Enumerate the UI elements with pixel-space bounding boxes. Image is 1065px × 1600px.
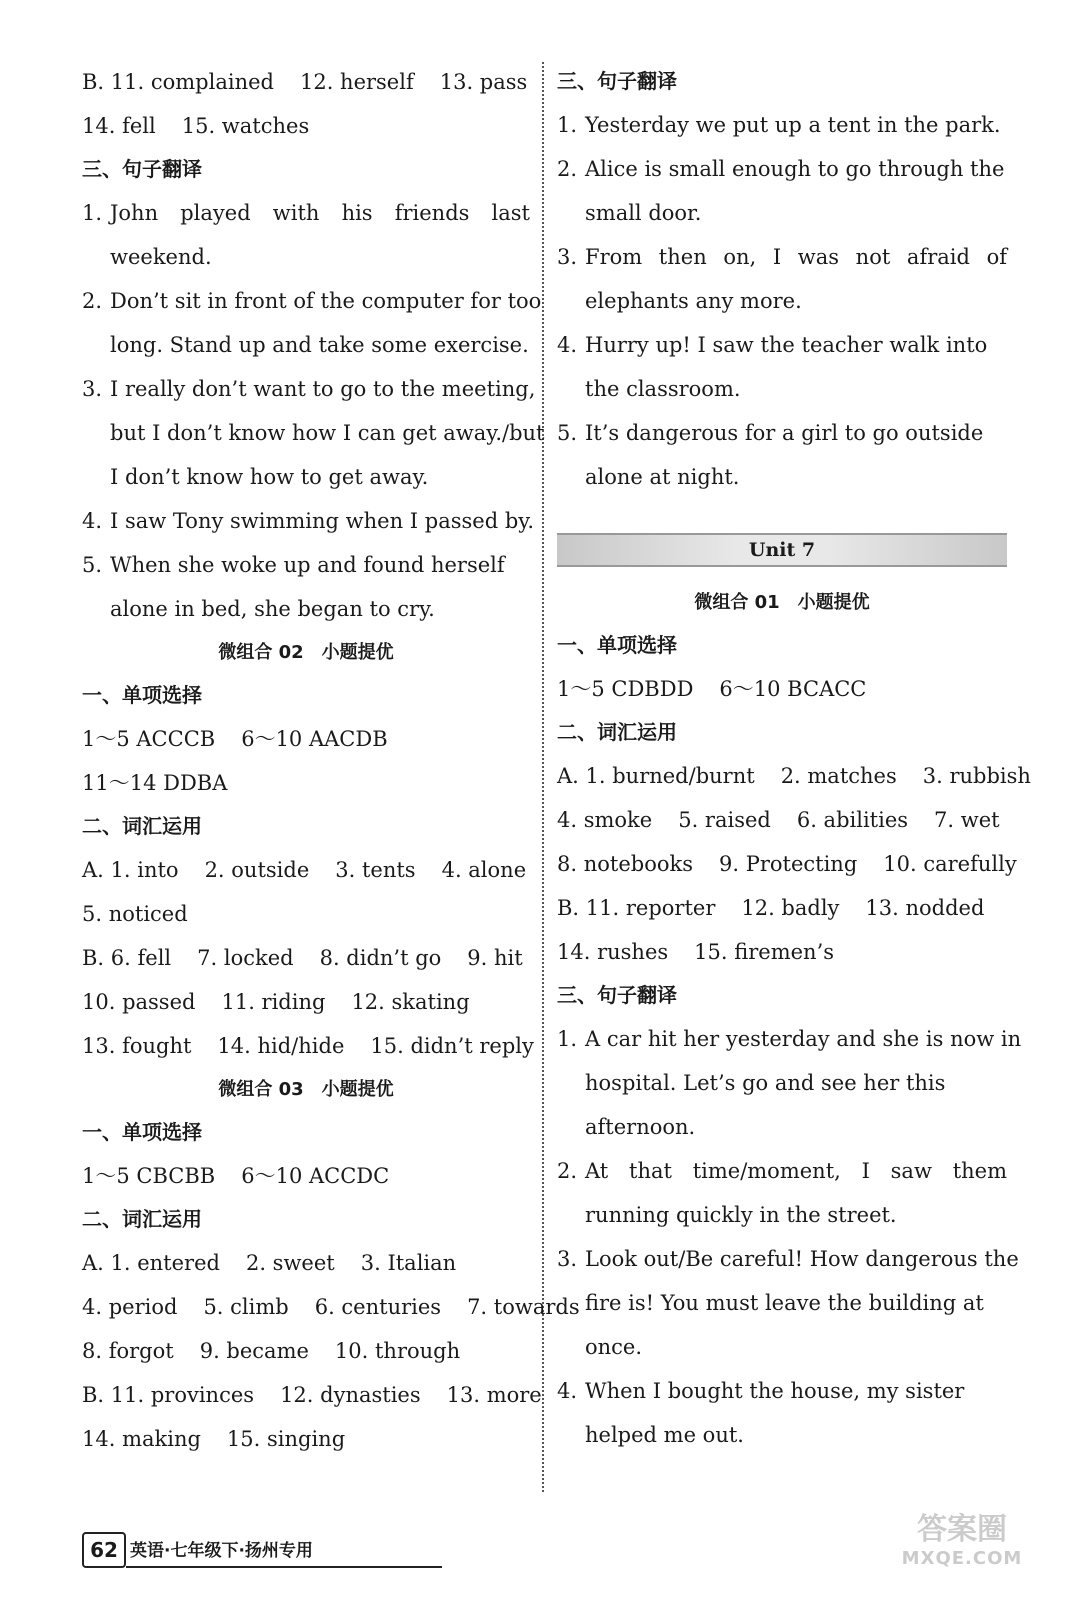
answer: 6～10 BCACC bbox=[719, 677, 867, 701]
answer: 6. centuries bbox=[314, 1295, 442, 1319]
answer: 5. climb bbox=[203, 1295, 289, 1319]
answer: 6～10 AACDB bbox=[241, 727, 388, 751]
item-number: 1. bbox=[557, 113, 578, 137]
answer-line bbox=[82, 936, 530, 980]
answer: 1～5 CDBDD bbox=[557, 677, 694, 701]
item-text: alone in bed, she began to cry. bbox=[110, 597, 435, 621]
answer-line bbox=[557, 754, 1031, 798]
answer: B. 6. fell bbox=[82, 946, 172, 970]
unit-banner: Unit 7 bbox=[557, 533, 1007, 567]
translation-item bbox=[557, 103, 1007, 147]
item-text: elephants any more. bbox=[585, 289, 802, 313]
item-text: alone at night. bbox=[585, 465, 740, 489]
item-text: Yesterday we put up a tent in the park. bbox=[585, 113, 1001, 137]
section-heading: 三、句子翻译 bbox=[557, 983, 677, 1007]
answer: 8. notebooks bbox=[557, 852, 693, 876]
answer: 15. watches bbox=[181, 114, 310, 138]
answer: 15. singing bbox=[226, 1427, 346, 1451]
item-text: I really don’t want to go to the meeting, bbox=[110, 377, 536, 401]
item-number: 2. bbox=[557, 1159, 578, 1183]
item-number: 3. bbox=[82, 377, 103, 401]
item-number: 5. bbox=[82, 553, 103, 577]
answer: 3. Italian bbox=[360, 1251, 457, 1275]
answer: 15. didn’t reply bbox=[370, 1034, 534, 1058]
answer: 11～14 DDBA bbox=[82, 771, 228, 795]
answer: 9. hit bbox=[467, 946, 523, 970]
answer-line bbox=[82, 1241, 530, 1285]
answer: 2. outside bbox=[204, 858, 310, 882]
watermark-logo bbox=[887, 1512, 1037, 1572]
watermark-title: 答案圈 bbox=[917, 1512, 1007, 1547]
item-text: once. bbox=[585, 1335, 643, 1359]
item-text: From then on, I was not afraid of bbox=[585, 245, 1007, 269]
item-text: John played with his friends last bbox=[110, 201, 530, 225]
answer: 8. forgot bbox=[82, 1339, 174, 1363]
answer: 14. making bbox=[82, 1427, 201, 1451]
translation-item bbox=[557, 1369, 1007, 1457]
translation-item bbox=[557, 1237, 1019, 1369]
answer: A. 1. entered bbox=[82, 1251, 220, 1275]
answer: 12. dynasties bbox=[280, 1383, 421, 1407]
answer: 7. wet bbox=[934, 808, 1000, 832]
answer: 1～5 CBCBB bbox=[82, 1164, 216, 1188]
item-text: Hurry up! I saw the teacher walk into bbox=[585, 333, 988, 357]
answer: 12. herself bbox=[299, 70, 414, 94]
answer-line bbox=[82, 1154, 530, 1198]
answer: A. 1. burned/burnt bbox=[557, 764, 755, 788]
item-text: Alice is small enough to go through the bbox=[585, 157, 1005, 181]
left-column bbox=[82, 60, 580, 1461]
answer: 10. carefully bbox=[883, 852, 1017, 876]
answer: 12. skating bbox=[351, 990, 470, 1014]
answer: 9. became bbox=[199, 1339, 309, 1363]
answer-line bbox=[82, 104, 530, 148]
translation-item bbox=[82, 499, 535, 543]
translation-item bbox=[82, 279, 542, 367]
section-heading: 二、词汇运用 bbox=[82, 1207, 202, 1231]
answer-line bbox=[82, 1329, 530, 1373]
item-text: I saw Tony swimming when I passed by. bbox=[110, 509, 535, 533]
translation-item bbox=[557, 323, 1007, 411]
answer: 13. more bbox=[446, 1383, 542, 1407]
item-text: A car hit her yesterday and she is now in bbox=[585, 1027, 1022, 1051]
item-number: 1. bbox=[557, 1027, 578, 1051]
item-text: When I bought the house, my sister bbox=[585, 1379, 965, 1403]
answer: B. 11. complained bbox=[82, 70, 274, 94]
item-text: helped me out. bbox=[585, 1423, 744, 1447]
answer: 2. sweet bbox=[245, 1251, 335, 1275]
section-heading: 三、句子翻译 bbox=[82, 157, 202, 181]
answer-line bbox=[82, 717, 530, 761]
answer-line bbox=[82, 980, 530, 1024]
answer-line bbox=[557, 667, 1007, 711]
translation-item bbox=[557, 235, 1007, 323]
answer: 14. rushes bbox=[557, 940, 669, 964]
item-text: the classroom. bbox=[585, 377, 741, 401]
answer: 14. fell bbox=[82, 114, 156, 138]
item-text: I don’t know how to get away. bbox=[110, 465, 429, 489]
answer: B. 11. provinces bbox=[82, 1383, 255, 1407]
translation-item bbox=[82, 543, 530, 631]
answer-line bbox=[82, 892, 530, 936]
answer: A. 1. into bbox=[82, 858, 179, 882]
answer: 4. smoke bbox=[557, 808, 653, 832]
item-number: 5. bbox=[557, 421, 578, 445]
answer: 4. period bbox=[82, 1295, 178, 1319]
answer: 3. rubbish bbox=[922, 764, 1031, 788]
item-text: Don’t sit in front of the computer for too bbox=[110, 289, 542, 313]
item-text: long. Stand up and take some exercise. bbox=[110, 333, 529, 357]
answer: 7. towards bbox=[467, 1295, 580, 1319]
answer: 10. through bbox=[334, 1339, 461, 1363]
answer: 13. fought bbox=[82, 1034, 192, 1058]
answer-line bbox=[82, 60, 530, 104]
column-divider bbox=[542, 62, 544, 1492]
translation-item bbox=[557, 147, 1007, 235]
translation-item bbox=[82, 191, 530, 279]
footer-rule bbox=[126, 1566, 442, 1568]
answer: 6～10 ACCDC bbox=[241, 1164, 390, 1188]
answer-line bbox=[82, 1417, 530, 1461]
answer: 13. nodded bbox=[865, 896, 985, 920]
item-text: At that time/moment, I saw them bbox=[585, 1159, 1007, 1183]
answer-line bbox=[82, 1024, 534, 1068]
answer-line bbox=[82, 761, 530, 805]
answer: 5. raised bbox=[678, 808, 771, 832]
answer: 12. badly bbox=[741, 896, 840, 920]
answer-line bbox=[82, 1285, 580, 1329]
answer: 2. matches bbox=[780, 764, 897, 788]
section-heading: 一、单项选择 bbox=[557, 633, 677, 657]
section-heading: 二、词汇运用 bbox=[82, 814, 202, 838]
section-heading: 二、词汇运用 bbox=[557, 720, 677, 744]
item-number: 2. bbox=[82, 289, 103, 313]
item-number: 2. bbox=[557, 157, 578, 181]
answer: 14. hid/hide bbox=[217, 1034, 345, 1058]
item-number: 3. bbox=[557, 1247, 578, 1271]
section-heading: 一、单项选择 bbox=[82, 1120, 202, 1144]
translation-item bbox=[82, 367, 545, 499]
section-heading: 三、句子翻译 bbox=[557, 69, 677, 93]
item-text: When she woke up and found herself bbox=[110, 553, 505, 577]
item-text: It’s dangerous for a girl to go outside bbox=[585, 421, 984, 445]
answer-line bbox=[557, 930, 1007, 974]
item-text: running quickly in the street. bbox=[585, 1203, 897, 1227]
item-text: weekend. bbox=[110, 245, 212, 269]
translation-item bbox=[557, 1017, 1022, 1149]
answer-line bbox=[557, 842, 1017, 886]
item-number: 4. bbox=[82, 509, 103, 533]
answer: 9. Protecting bbox=[718, 852, 858, 876]
answer-line bbox=[557, 798, 1007, 842]
item-text: Look out/Be careful! How dangerous the bbox=[585, 1247, 1019, 1271]
item-text: hospital. Let’s go and see her this bbox=[585, 1071, 946, 1095]
answer: 1～5 ACCCB bbox=[82, 727, 216, 751]
group-title: 微组合 02 小题提优 bbox=[218, 642, 394, 663]
answer: 11. riding bbox=[221, 990, 326, 1014]
answer: 8. didn’t go bbox=[319, 946, 442, 970]
item-text: but I don’t know how I can get away./but bbox=[110, 421, 545, 445]
item-text: fire is! You must leave the building at bbox=[585, 1291, 984, 1315]
answer-line bbox=[82, 1373, 542, 1417]
page-footer bbox=[82, 1532, 442, 1568]
answer: 5. noticed bbox=[82, 902, 188, 926]
watermark-url: MXQE.COM bbox=[901, 1548, 1023, 1569]
translation-item bbox=[557, 411, 1007, 499]
answer: 15. firemen’s bbox=[694, 940, 835, 964]
group-title: 微组合 01 小题提优 bbox=[694, 592, 870, 613]
answer: 4. alone bbox=[441, 858, 527, 882]
answer: 6. abilities bbox=[796, 808, 909, 832]
footer-label: 英语·七年级下·扬州专用 bbox=[130, 1541, 313, 1561]
section-heading: 一、单项选择 bbox=[82, 683, 202, 707]
item-text: afternoon. bbox=[585, 1115, 696, 1139]
right-column bbox=[557, 60, 1031, 1457]
answer-line bbox=[82, 848, 530, 892]
answer: 13. pass bbox=[439, 70, 528, 94]
answer: 10. passed bbox=[82, 990, 196, 1014]
item-text: small door. bbox=[585, 201, 702, 225]
answer: 7. locked bbox=[197, 946, 294, 970]
translation-item bbox=[557, 1149, 1007, 1237]
item-number: 1. bbox=[82, 201, 103, 225]
answer-line bbox=[557, 886, 1007, 930]
item-number: 4. bbox=[557, 1379, 578, 1403]
answer: 3. tents bbox=[335, 858, 416, 882]
group-title: 微组合 03 小题提优 bbox=[218, 1079, 394, 1100]
item-number: 4. bbox=[557, 333, 578, 357]
page-number: 62 bbox=[82, 1532, 126, 1568]
item-number: 3. bbox=[557, 245, 578, 269]
answer: B. 11. reporter bbox=[557, 896, 716, 920]
